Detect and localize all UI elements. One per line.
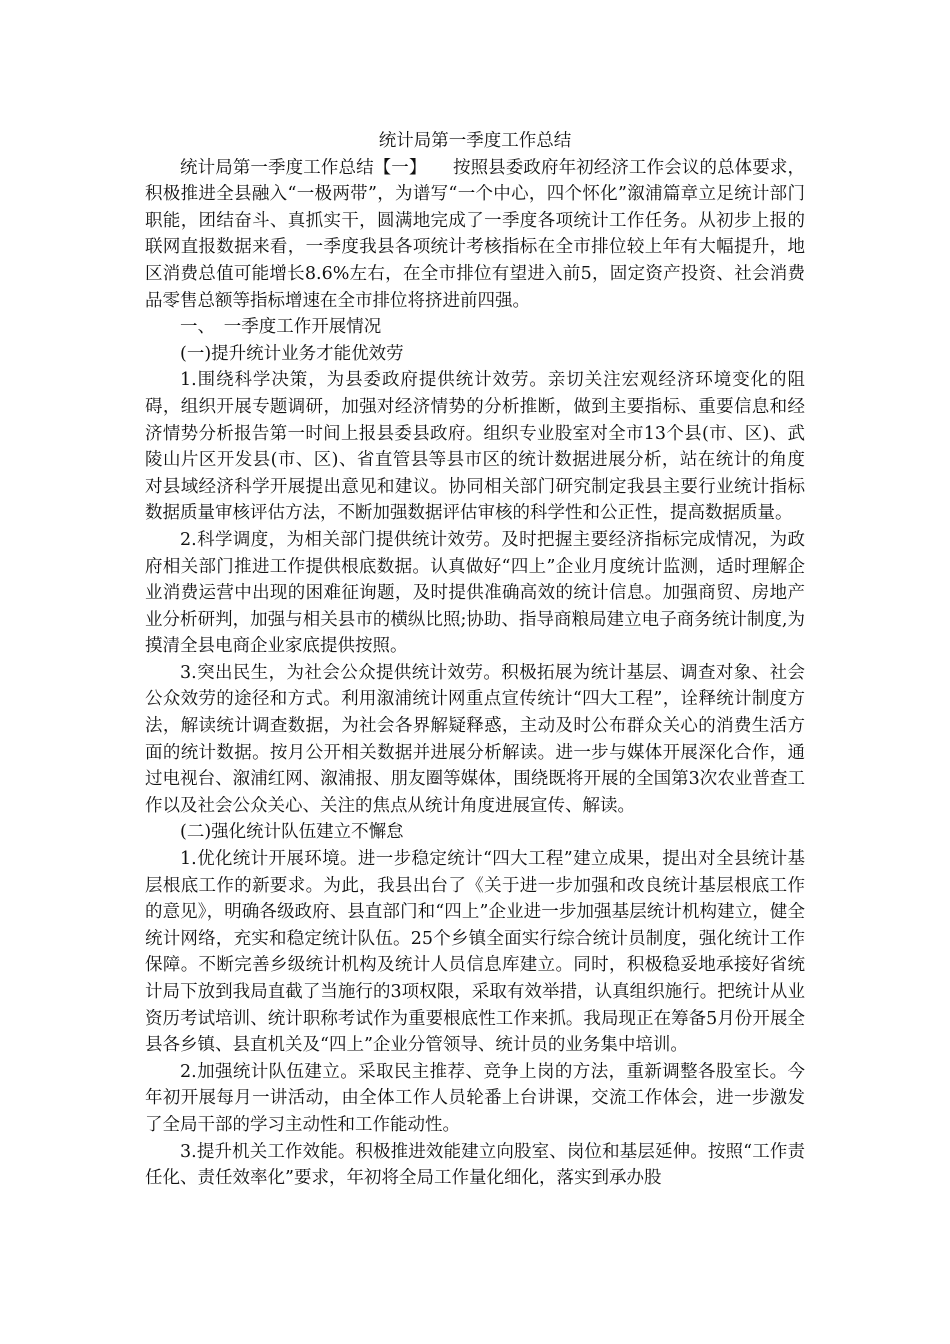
- paragraph-1-2: 2.科学调度，为相关部门提供统计效劳。及时把握主要经济指标完成情况，为政府相关部门推进工作提供根底数据。认真做好“四上”企业月度统计监测，适时理解企业消费运营中出现的困难征询题，及时提供准确高效的统计信息。加强商贸、房地产业分析研判，加强与相关县市的横纵比照;协助、指导商粮局建立电子商务统计制度,为摸清全县电商企业家底提供按照。: [145, 529, 805, 657]
- document-page: [145, 128, 805, 1192]
- paragraph-2-1: 1.优化统计开展环境。进一步稳定统计“四大工程”建立成果，提出对全县统计基层根底工作的新要求。为此，我县出台了《关于进一步加强和改良统计基层根底工作的意见》，明确各级政府、县直部门和“四上”企业进一步加强基层统计机构建立，健全统计网络，充实和稳定统计队伍。25个乡镇全面实行综合统计员制度，强化统计工作保障。不断完善乡级统计机构及统计人员信息库建立。同时，积极稳妥地承接好省统计局下放到我局直截了当施行的3项权限，采取有效举措，认真组织施行。把统计从业资历考试培训、统计职称考试作为重要根底性工作来抓。我局现正在筹备5月份开展全县各乡镇、县直机关及“四上”企业分管领导、统计员的业务集中培训。: [145, 849, 805, 1056]
- paragraph-2-2: 2.加强统计队伍建立。采取民主推荐、竞争上岗的方法，重新调整各股室长。今年初开展每月一讲活动，由全体工作人员轮番上台讲课，交流工作体会，进一步激发了全局干部的学习主动性和工作能动性。: [145, 1061, 805, 1135]
- subsection-heading-2: (二)强化统计队伍建立不懈怠: [180, 822, 404, 843]
- section-heading-1: 一、 一季度工作开展情况: [180, 317, 382, 338]
- paragraph-1-3: 3.突出民生，为社会公众提供统计效劳。积极拓展为统计基层、调查对象、社会公众效劳的途径和方式。利用溆浦统计网重点宣传统计“四大工程”，诠释统计制度方法，解读统计调查数据，为社会各界解疑释惑，主动及时公布群众关心的消费生活方面的统计数据。按月公开相关数据并进展分析解读。进一步与媒体开展深化合作，通过电视台、溆浦红网、溆浦报、朋友圈等媒体，围绕既将开展的全国第3次农业普查工作以及社会公众关心、关注的焦点从统计角度进展宣传、解读。: [145, 662, 805, 816]
- document-title: 统计局第一季度工作总结: [378, 131, 572, 151]
- intro-paragraph: 统计局第一季度工作总结【一】 按照县委政府年初经济工作会议的总体要求，积极推进全县融入“一极两带”，为谱写“一个中心，四个怀化”溆浦篇章立足统计部门职能，团结奋斗、真抓实干，圆满地完成了一季度各项统计工作任务。从初步上报的联网直报数据来看，一季度我县各项统计考核指标在全市排位较上年有大幅提升，地区消费总值可能增长8.6%左右，在全市排位有望进入前5，固定资产投资、社会消费品零售总额等指标增速在全市排位将挤进前四强。: [145, 157, 805, 311]
- paragraph-1-1: 1.围绕科学决策，为县委政府提供统计效劳。亲切关注宏观经济环境变化的阻碍，组织开展专题调研，加强对经济情势的分析推断，做到主要指标、重要信息和经济情势分析报告第一时间上报县委县政府。组织专业股室对全市13个县(市、区)、武陵山片区开发县(市、区)、省直管县等县市区的统计数据进展分析，站在统计的角度对县域经济科学开展提出意见和建议。协同相关部门研究制定我县主要行业统计指标数据质量审核评估方法，不断加强数据评估审核的科学性和公正性，提高数据质量。: [145, 370, 805, 524]
- paragraph-2-3: 3.提升机关工作效能。积极推进效能建立向股室、岗位和基层延伸。按照“工作责任化、责任效率化”要求，年初将全局工作量化细化，落实到承办股: [145, 1141, 805, 1189]
- subsection-heading-1: (一)提升统计业务才能优效劳: [180, 343, 404, 364]
